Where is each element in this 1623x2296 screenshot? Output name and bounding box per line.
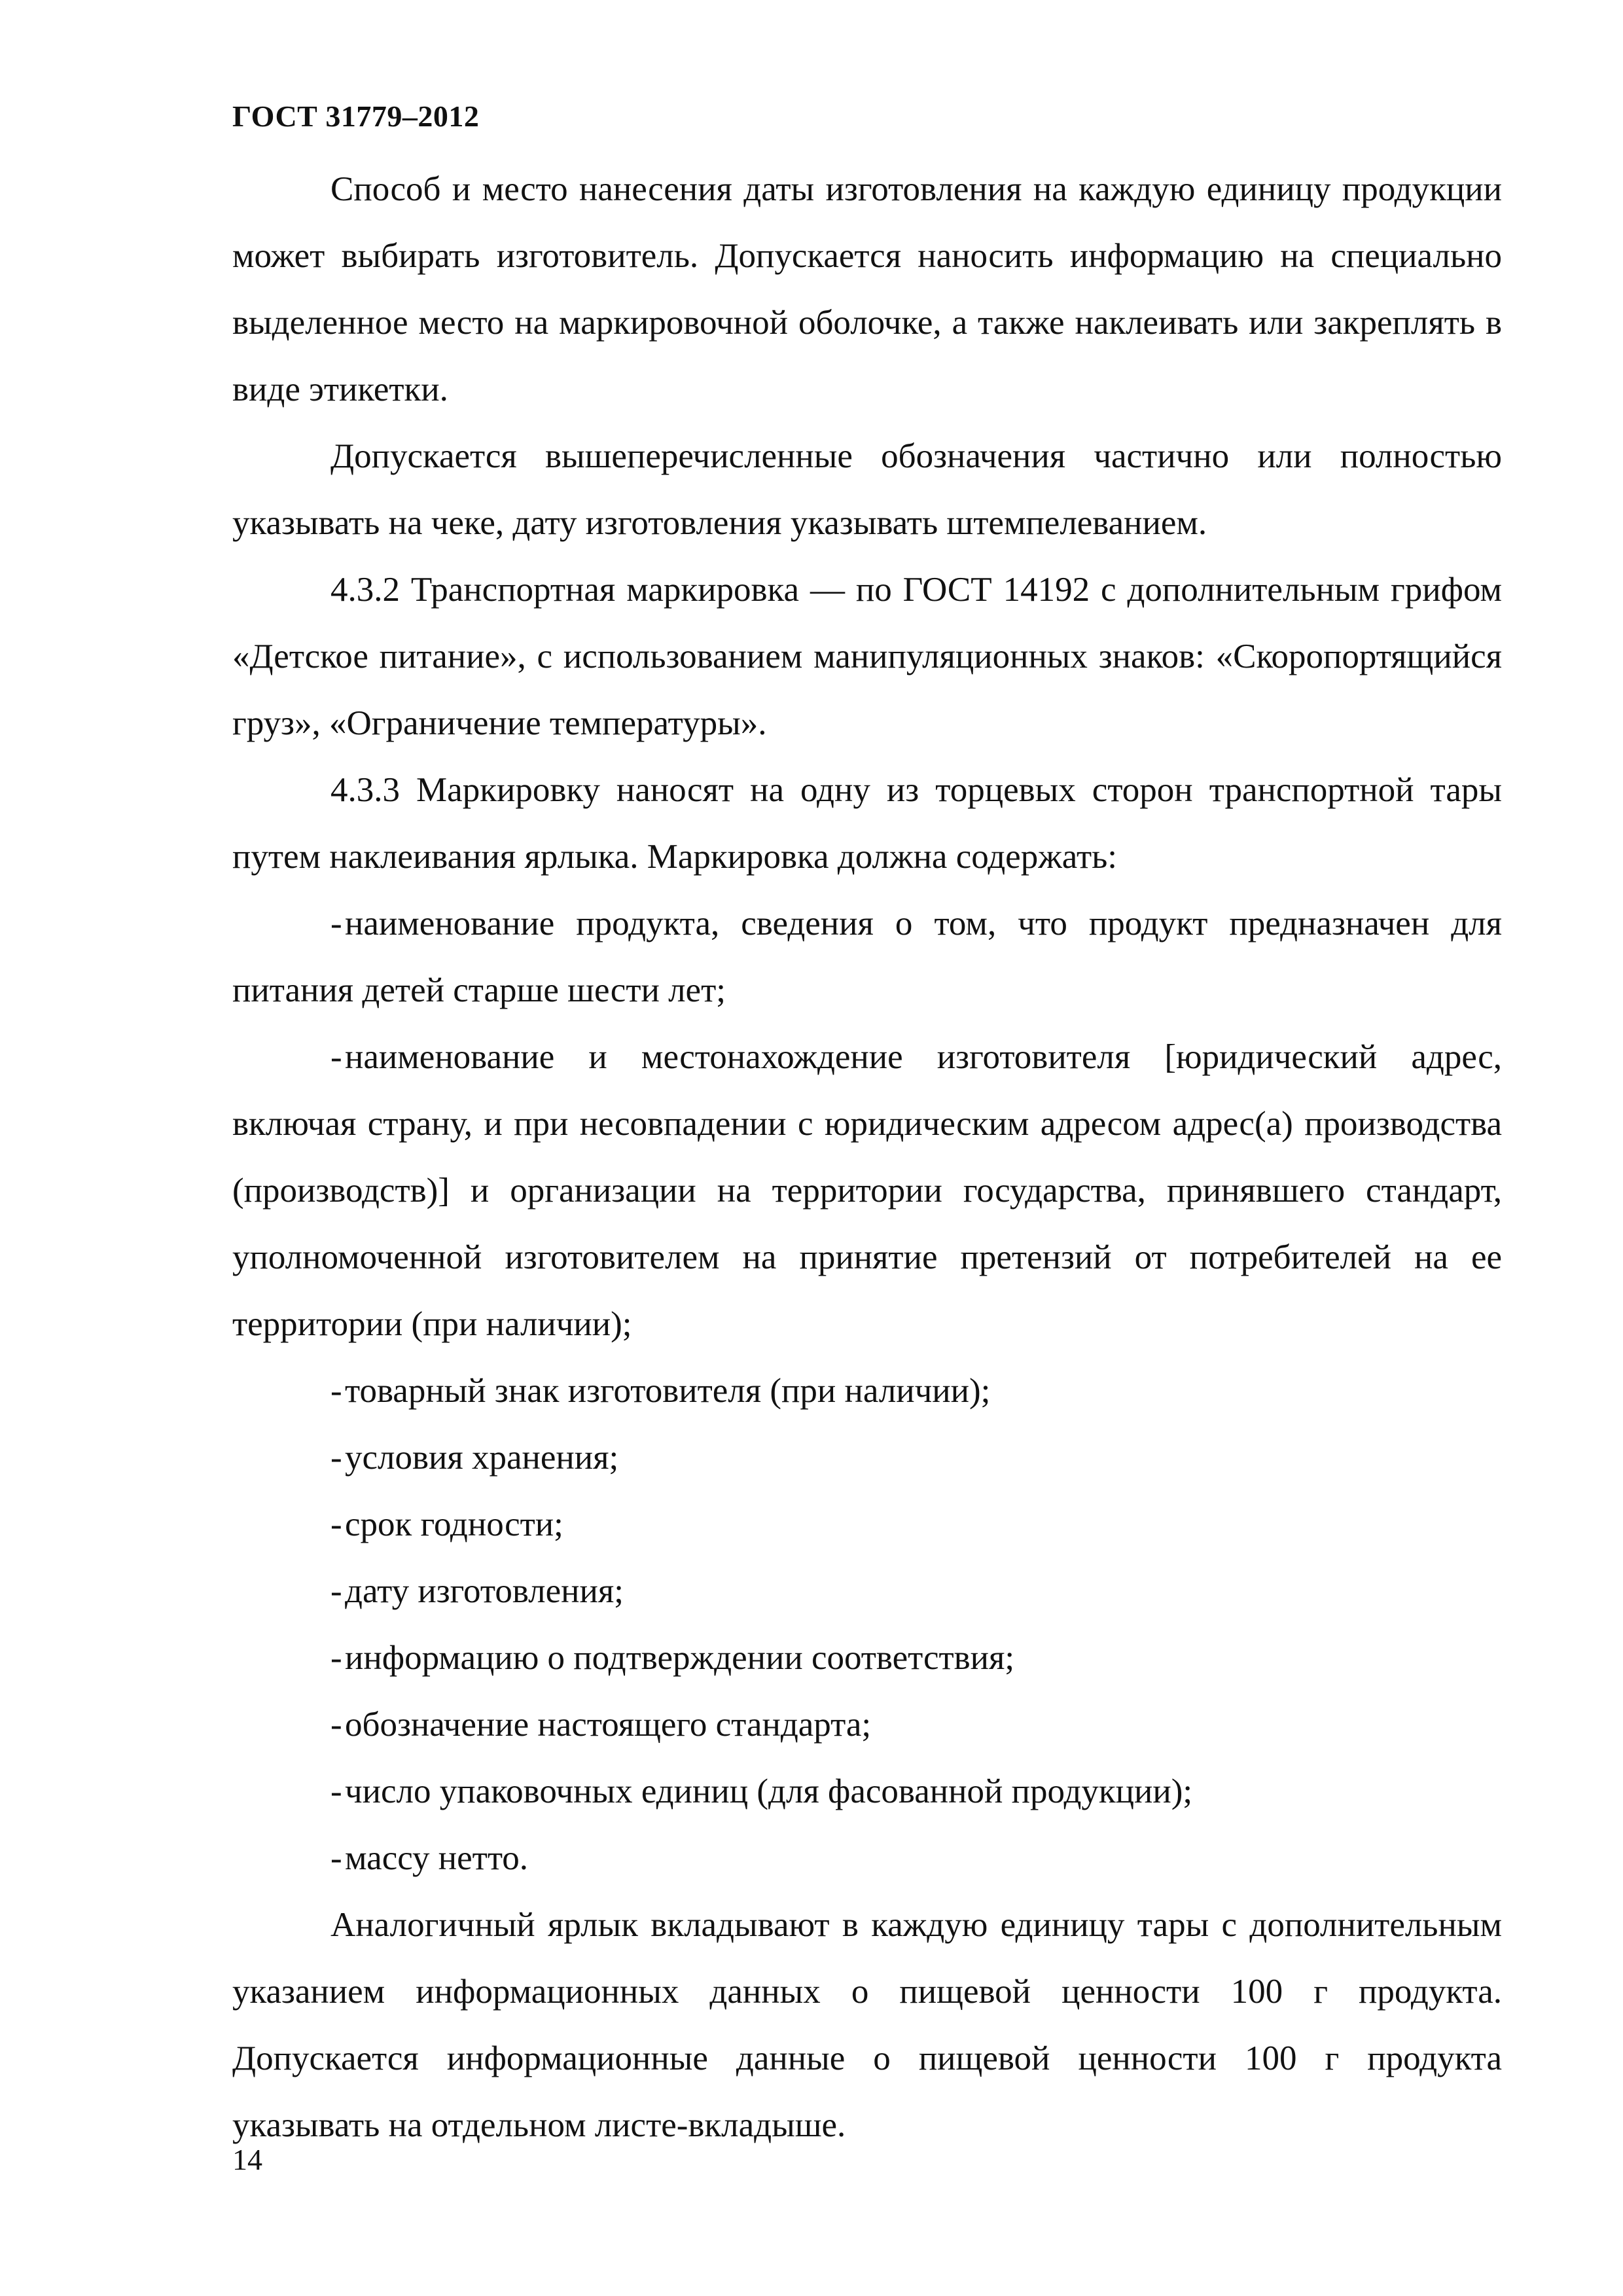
paragraph-label-insert: Аналогичный ярлык вкладывают в каждую единицу тары с дополнительным указанием информационных данных о пищевой ценности 100 г продукта. Допускается информационные данные о пищевой ценности 100 г продукта указывать на отдельном листе-вкладыше. — [232, 1906, 1502, 2144]
marking-requirements-list — [232, 890, 1502, 1892]
paragraph-date-marking: Способ и место нанесения даты изготовления на каждую единицу продукции может выбирать изготовитель. Допускается наносить информацию на специально выделенное место на маркировочной оболочке, а также наклеивать или закреплять в виде этикетки. — [232, 170, 1502, 408]
list-item — [232, 1691, 1502, 1758]
page-header — [232, 97, 479, 136]
list-item-text: условия хранения; — [345, 1439, 619, 1477]
list-item-text: срок годности; — [345, 1505, 563, 1543]
list-dash: - — [330, 1839, 342, 1877]
list-dash: - — [330, 1038, 342, 1076]
list-item — [232, 890, 1502, 1024]
paragraph-4-3-2: 4.3.2 Транспортная маркировка — по ГОСТ 14192 с дополнительным грифом «Детское питание», с использованием манипуляционных знаков: «Скоропортящийся груз», «Ограничение температуры». — [232, 571, 1502, 742]
document-body — [232, 156, 1502, 2159]
list-item-text: число упаковочных единиц (для фасованной продукции); — [345, 1772, 1193, 1810]
list-item-text: информацию о подтверждении соответствия; — [345, 1639, 1015, 1677]
list-dash: - — [330, 1639, 342, 1677]
list-dash: - — [330, 1572, 342, 1610]
page-number: 14 — [232, 2143, 262, 2176]
list-item — [232, 1024, 1502, 1357]
list-dash: - — [330, 905, 342, 942]
list-item-text: наименование и местонахождение изготовителя [юридический адрес, включая страну, и при несовпадении с юридическим адресом адрес(а) производства (производств)] и организации на территории государства, принявшего стандарт, уполномоченной изготовителем на принятие претензий от потребителей на ее территории (при наличии); — [232, 1038, 1502, 1343]
list-dash: - — [330, 1772, 342, 1810]
list-dash: - — [330, 1439, 342, 1477]
list-item — [232, 1357, 1502, 1424]
list-dash: - — [330, 1372, 342, 1410]
list-item — [232, 1424, 1502, 1491]
list-item-text: товарный знак изготовителя (при наличии); — [345, 1372, 991, 1410]
paragraph-4-3-3: 4.3.3 Маркировку наносят на одну из торцевых сторон транспортной тары путем наклеивания ярлыка. Маркировка должна содержать: — [232, 771, 1502, 876]
list-dash: - — [330, 1706, 342, 1744]
list-item — [232, 1491, 1502, 1558]
paragraph-receipt-marking: Допускается вышеперечисленные обозначения частично или полностью указывать на чеке, дату изготовления указывать штемпелеванием. — [232, 437, 1502, 542]
list-item-text: массу нетто. — [345, 1839, 529, 1877]
list-item — [232, 1558, 1502, 1624]
standard-code: ГОСТ 31779–2012 — [232, 99, 480, 133]
list-item — [232, 1624, 1502, 1691]
list-item — [232, 1825, 1502, 1892]
list-item — [232, 1758, 1502, 1825]
list-dash: - — [330, 1505, 342, 1543]
list-item-text: обозначение настоящего стандарта; — [345, 1706, 872, 1744]
list-item-text: дату изготовления; — [345, 1572, 624, 1610]
list-item-text: наименование продукта, сведения о том, что продукт предназначен для питания детей старше шести лет; — [232, 905, 1502, 1009]
